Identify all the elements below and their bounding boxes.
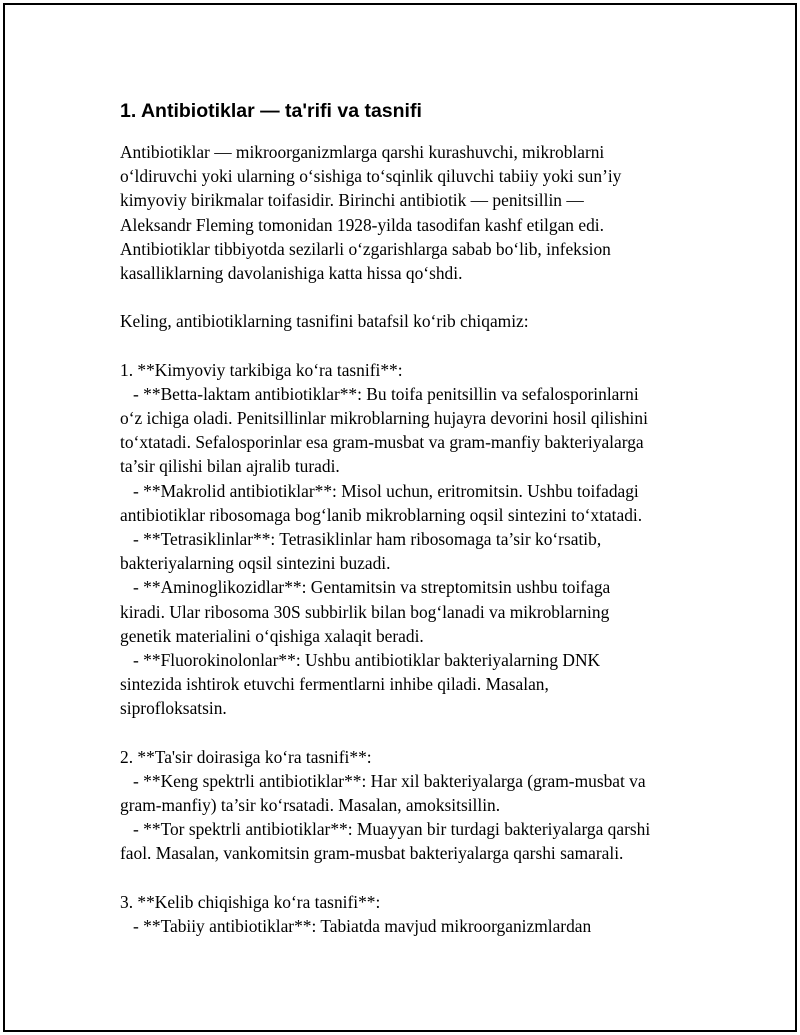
text-line: - **Betta-laktam antibiotiklar**: Bu toifa penitsillin va sefalosporinlarni [120,383,639,404]
text-line: sintezida ishtirok etuvchi fermentlarni inhibe qiladi. Masalan, [120,674,549,695]
text-line: Antibiotiklar tibbiyotda sezilarli o‘zgarishlarga sabab bo‘lib, infeksion [120,238,611,259]
text-line: kasalliklarning davolanishiga katta hissa qo‘shdi. [120,262,463,283]
text-line: bakteriyalarning oqsil sintezini buzadi. [120,553,391,574]
text-line: siprofloksatsin. [120,698,227,719]
text-line: ta’sir qilishi bilan ajralib turadi. [120,456,340,477]
text-line: - **Tetrasiklinlar**: Tetrasiklinlar ham ribosomaga ta’sir ko‘rsatib, [120,529,602,549]
text-line: o‘z ichiga oladi. Penitsillinlar mikroblarning hujayra devorini hosil qilishini [120,408,648,429]
paragraph [120,358,695,721]
paragraph [120,745,695,866]
text-line: Aleksandr Fleming tomonidan 1928-yilda tasodifan kashf etilgan edi. [120,214,604,235]
text-line: Keling, antibiotiklarning tasnifini batafsil ko‘rib chiqamiz: [120,311,529,332]
text-line: - **Keng spektrli antibiotiklar**: Har xil bakteriyalarga (gram-musbat va [120,770,646,791]
text-line: - **Tor spektrli antibiotiklar**: Muayyan bir turdagi bakteriyalarga qarshi [120,819,651,840]
paragraph-gap [120,721,695,745]
section-heading: 1. Antibiotiklar — ta'rifi va tasnifi [120,100,422,122]
text-line: gram-manfiy) ta’sir ko‘rsatadi. Masalan, amoksitsillin. [120,795,501,816]
paragraph-gap [120,334,695,358]
text-line: Antibiotiklar — mikroorganizmlarga qarshi kurashuvchi, mikroblarni [120,142,605,162]
text-line: kimyoviy birikmalar toifasidir. Birinchi antibiotik — penitsillin — [120,190,584,211]
text-line: - **Tabiiy antibiotiklar**: Tabiatda mavjud mikroorganizmlardan [120,916,592,936]
paragraph [120,140,695,285]
document-content [120,98,695,938]
text-line: - **Fluorokinolonlar**: Ushbu antibiotiklar bakteriyalarning DNK [120,649,601,670]
paragraph [120,309,695,333]
text-line: 1. **Kimyoviy tarkibiga ko‘ra tasnifi**: [120,359,403,380]
text-line: faol. Masalan, vankomitsin gram-musbat bakteriyalarga qarshi samarali. [120,843,624,864]
paragraph [120,890,695,938]
document-body [120,140,695,938]
text-line: genetik materialini o‘qishiga xalaqit beradi. [120,625,424,646]
paragraph-gap [120,866,695,890]
text-line: - **Aminoglikozidlar**: Gentamitsin va streptomitsin ushbu toifaga [120,577,611,598]
text-line: kiradi. Ular ribosoma 30S subbirlik bilan bog‘lanadi va mikroblarning [120,601,610,622]
text-line: to‘xtatadi. Sefalosporinlar esa gram-musbat va gram-manfiy bakteriyalarga [120,432,644,453]
document-page [3,3,797,1032]
text-line: o‘ldiruvchi yoki ularning o‘sishiga to‘sqinlik qiluvchi tabiiy yoki sun’iy [120,166,622,187]
text-line: - **Makrolid antibiotiklar**: Misol uchun, eritromitsin. Ushbu toifadagi [120,480,639,501]
text-line: 3. **Kelib chiqishiga ko‘ra tasnifi**: [120,891,381,912]
text-line: 2. **Ta'sir doirasiga ko‘ra tasnifi**: [120,746,372,767]
text-line: antibiotiklar ribosomaga bog‘lanib mikroblarning oqsil sintezini to‘xtatadi. [120,504,643,525]
paragraph-gap [120,285,695,309]
